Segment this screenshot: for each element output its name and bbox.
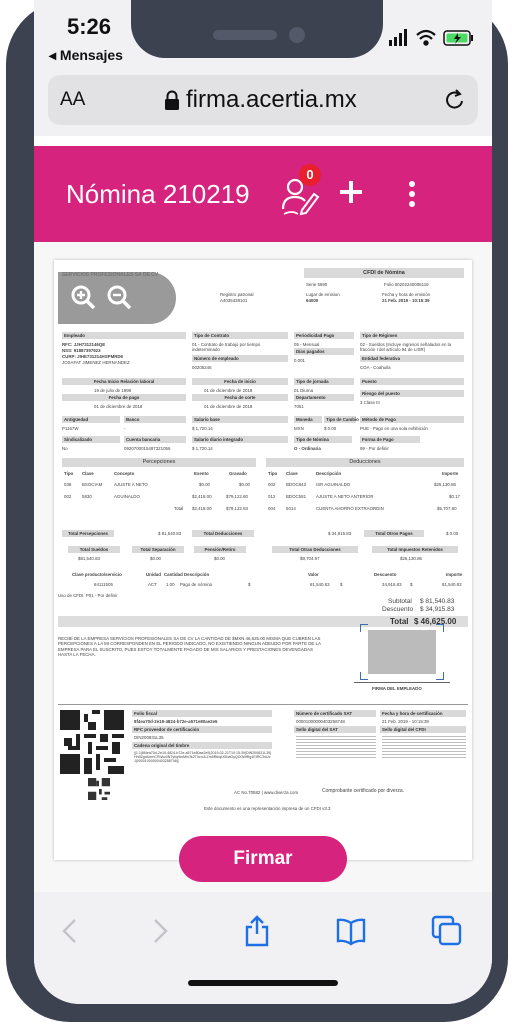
doc-pension: $0.00 (214, 556, 225, 561)
ded-cell: $25,130.86 (434, 482, 456, 487)
doc-descuento: $ 34,915.83 (420, 606, 455, 613)
doc-total-otras-ded-label: Total Otras Deducciones (272, 546, 358, 553)
doc-total-impuestos-label: Total Impuestos Retenidos (372, 546, 458, 553)
sign-button[interactable]: Firmar (179, 836, 347, 882)
perc-total-gravado: $79,122.83 (226, 506, 248, 511)
conc-cell: $ (248, 582, 251, 587)
conc-cell: Pago de nómina (180, 582, 212, 587)
doc-total-deducciones-label: Total Deducciones (192, 530, 254, 537)
ded-header: Tipo (268, 471, 278, 476)
doc-total-impuestos: $25,130.86 (400, 556, 422, 561)
browser-toolbar (34, 892, 492, 1004)
doc-representacion: Este documento es una representación impresa de un CFDI v3.3 (204, 806, 331, 811)
doc-fecha-cert: 21 Feb. 2019 - 10:15:39 (382, 719, 429, 724)
doc-fecha-emision-label: Fecha y hora de emisión (382, 292, 431, 297)
doc-departamento-label: Departamento (294, 394, 354, 401)
back-icon[interactable] (54, 914, 88, 948)
doc-cuenta: 0920700015497321056 (124, 446, 171, 451)
ded-cell: BDOC581 (286, 494, 307, 499)
app-bar (34, 146, 492, 242)
doc-salario-base: $ 1,720.14 (192, 426, 213, 431)
speaker-grille (213, 30, 277, 40)
forward-icon[interactable] (142, 914, 176, 948)
doc-total-separacion: $0.00 (150, 556, 161, 561)
doc-total-deducciones: $ 34,915.83 (328, 531, 352, 536)
doc-tipo-nomina: O - Ordinaria (294, 446, 321, 451)
perc-cell: $0.00 (199, 482, 210, 487)
doc-riesgo-label: Riesgo del puesto (360, 390, 464, 397)
ded-header: Descripción (316, 471, 342, 476)
perc-total-label: Total (174, 506, 184, 511)
doc-tipo-nomina-label: Tipo de Nómina (294, 436, 352, 443)
doc-total-sueldos: $81,540.83 (78, 556, 100, 561)
page-title: Nómina 210219 (66, 179, 250, 209)
doc-sindicalizado: No (62, 446, 68, 451)
doc-nombre: JOSAFAT JIMENEZ HERNANDEZ (62, 360, 130, 365)
doc-periodicidad: 05 - Mensual (294, 342, 320, 347)
bookmarks-icon[interactable] (334, 914, 368, 948)
doc-total-percepciones-label: Total Percepciones (62, 530, 114, 537)
doc-percepciones-title: Percepciones (62, 458, 256, 467)
perc-cell: 002 (64, 494, 72, 499)
doc-total-otros-pagos: $ 0.00 (446, 531, 459, 536)
conc-cell: 84111505 (94, 582, 113, 587)
doc-banco: - (124, 426, 126, 431)
doc-firma-label: FIRMA DEL EMPLEADO (372, 686, 422, 691)
perc-cell: $79,122.80 (226, 494, 248, 499)
doc-entidad-label: Entidad federativa (360, 355, 464, 362)
doc-cuenta-label: Cuenta bancaria (124, 436, 186, 443)
doc-entidad: COA - Coahuila (360, 365, 391, 370)
share-icon[interactable] (240, 914, 274, 948)
doc-subtotal-label: Subtotal (388, 598, 412, 605)
doc-puesto-label: Puesto (360, 378, 464, 385)
doc-tipo-contrato: 01 - Contrato de trabajo por tiempo indeterminado (192, 342, 261, 352)
doc-subtotal: $ 81,540.83 (420, 598, 455, 605)
doc-cfdi-title: CFDI de Nómina (304, 268, 464, 278)
doc-registro: A4035438101 (220, 298, 248, 303)
doc-sello-sat-label: Sello digital del SAT (294, 726, 376, 733)
doc-sello-cfdi-label: Sello digital del CFDI (380, 726, 466, 733)
ded-cell: 002 (268, 482, 276, 487)
perc-cell: 038 (64, 482, 72, 487)
wifi-icon (417, 31, 435, 45)
battery-icon (444, 31, 473, 45)
doc-recibi-text: RECIBÍ DE LA EMPRESA SERVICIOS PROFESIONALES SA DE CV LA CANTIDAD DE $MXN 46,625.00 MISMA QUE CUBREN LAS PERCEPCIONES A LA MI CORRESPONDEN EN EL PERIODO INDICADO, NO EXISTIENDO NINGUN ADEUDO POR PARTE DE LA EMPRESA PARA EL SUSCRITO, PUES ESTOY TOTALMENTE PAGADO DE MIS SALARIOS Y PRESTACIONES DEVENGADAS HASTA LA FECHA. (58, 636, 321, 658)
doc-fecha-corte-label: Fecha de corte (192, 394, 288, 401)
doc-jornada: 01 Diurna (294, 388, 314, 393)
doc-fecha-inicio-label: Fecha de inicio (192, 378, 288, 385)
doc-fecha-cert-label: Fecha y hora de certificación (380, 710, 466, 717)
doc-serie: Serie 5690 (306, 282, 328, 287)
ded-cell: AJUSTE A NETO ANTERIOR (316, 494, 374, 499)
home-indicator (188, 980, 338, 986)
doc-total-separacion-label: Total Separación (132, 546, 184, 553)
address-bar[interactable] (48, 75, 478, 125)
reload-icon[interactable] (442, 87, 468, 113)
conc-cell: 81,540.83 (310, 582, 330, 587)
doc-banco-label: Banco (124, 416, 186, 423)
doc-moneda-label: Moneda (294, 416, 322, 423)
conc-header: Descuento (374, 572, 397, 577)
conc-cell: ACT (148, 582, 157, 587)
doc-total: $ 46,625.00 (414, 617, 457, 626)
doc-folio-fiscal-label: Folio fiscal (132, 710, 272, 717)
doc-regimen: 02 - Sueldos (Incluye ingresos señalados en la fracción I del artículo 94 de LISR) (360, 342, 452, 352)
conc-header: Cantidad (164, 572, 183, 577)
doc-fecha-inicio-rel-label: Fecha Inicio Relación laboral (62, 378, 186, 385)
doc-antiguedad-label: Antigüedad (62, 416, 120, 423)
signature-box[interactable] (360, 624, 444, 680)
conc-header: Clave producto/servicio (72, 572, 122, 577)
doc-numero-empleado-label: Número de empleado (192, 355, 288, 362)
ded-cell: BDOC843 (286, 482, 307, 487)
ded-cell: $5,707.80 (437, 506, 457, 511)
doc-empleado-label: Empleado (62, 332, 186, 339)
doc-folio: Folio 00202240006119 (384, 282, 429, 287)
doc-tipo-cambio-label: Tipo de Cambio (326, 417, 359, 422)
ded-header: Clave (286, 471, 298, 476)
document-viewer[interactable] (34, 242, 492, 892)
perc-cell: 5830 (82, 494, 92, 499)
signal-icon (389, 29, 407, 46)
doc-pension-label: Pensión/Retiro (194, 546, 246, 553)
doc-total-percepciones: $ 81,540.83 (158, 531, 182, 536)
ded-cell: CUENTA AHORRO EXTRAORDIN (316, 506, 384, 511)
perc-header: Clave (82, 471, 94, 476)
doc-salario-diario-label: Salario diario integrado (192, 436, 288, 443)
perc-cell: BSOCIAM (82, 482, 103, 487)
conc-cell: $ (410, 582, 413, 587)
doc-total-otras-ded: $8,704.97 (300, 556, 320, 561)
doc-jornada-label: Tipo de jornada (294, 378, 354, 385)
perc-cell: $0.00 (239, 482, 250, 487)
doc-lugar: 64000 (306, 298, 319, 303)
doc-periodicidad-label: Periodicidad Pago (294, 332, 354, 339)
conc-header: Valor (308, 572, 319, 577)
doc-nss: NSS: 91887397923 (62, 348, 101, 353)
perc-header: Tipo (64, 471, 74, 476)
doc-fecha-inicio: 01 de diciembre de 2018 (204, 388, 253, 393)
doc-riesgo: 3 Clase III (360, 400, 380, 405)
zoom-in-icon[interactable] (70, 284, 96, 310)
zoom-controls (58, 272, 176, 324)
text-size-button[interactable]: AA (60, 89, 86, 110)
doc-salario-base-label: Salario base (192, 416, 288, 423)
doc-descuento-label: Descuento (382, 606, 414, 613)
status-icons (389, 28, 479, 48)
conc-header: Importe (446, 572, 463, 577)
doc-cadena: ||1.1|8f4ea70d-2e19-4824-b72e-a571e80ae2e5|2019-02-21T10:15:39|DIN200831L35|Hh5ZgdUemCRhAc0NTyhq9mMhOk2T0cnJLZm5RtkqUGbaOyQD0WfRg1EIRC3nUcJ|00001000000403258748|| (134, 751, 272, 764)
doc-fecha-inicio-rel: 19 de julio de 1999 (94, 388, 132, 393)
doc-fecha-pago-label: Fecha de pago (62, 394, 186, 401)
perc-header: Exento (194, 471, 209, 476)
perc-cell: $2,418.00 (192, 494, 212, 499)
perc-total-exento: $2,418.00 (192, 506, 212, 511)
doc-numero-empleado: 00205246 (192, 365, 212, 370)
qr-code-icon (60, 710, 124, 774)
zoom-out-icon[interactable] (106, 284, 132, 310)
doc-comprobante: Comprobante certificado por diverza. (322, 788, 404, 794)
doc-forma-pago: 99 - Por definir (360, 446, 389, 451)
front-camera (289, 27, 305, 43)
phone-screen (34, 0, 492, 1004)
doc-metodo-pago-label: Método de Pago (360, 416, 464, 423)
ded-cell: 012 (268, 494, 276, 499)
phone-notch (131, 0, 383, 58)
lock-icon (164, 90, 180, 110)
ded-cell: 5014 (286, 506, 296, 511)
doc-dias: 0.001 (294, 358, 305, 363)
doc-sindicalizado-label: Sindicalizado (62, 436, 120, 443)
doc-fecha-emision: 21 Feb. 2019 - 10:15:39 (382, 298, 430, 303)
url-host[interactable]: firma.acertia.mx (186, 86, 357, 113)
doc-footer-addr: AC No.70582 | www.diverza.com (234, 790, 299, 795)
status-time: 5:26 (67, 14, 112, 39)
conc-cell: 34,915.83 (382, 582, 402, 587)
conc-cell: 1.00 (166, 582, 175, 587)
perc-header: Gravado (229, 471, 247, 476)
ded-cell: ISR AGUINALDO (316, 482, 351, 487)
add-icon[interactable] (340, 180, 362, 204)
tabs-icon[interactable] (430, 914, 464, 948)
conc-header: Descripción (184, 572, 210, 577)
doc-forma-pago-label: Forma de Pago (360, 436, 420, 443)
doc-departamento: 7051 (294, 404, 304, 409)
perc-cell: AJUSTE A NETO (114, 482, 148, 487)
doc-moneda: MXN (294, 426, 304, 431)
doc-num-cert-label: Número de certificado SAT (294, 710, 376, 717)
doc-salario-diario: $ 1,720.14 (192, 446, 213, 451)
payroll-document (54, 260, 472, 860)
ded-cell: $0.17 (449, 494, 460, 499)
doc-regimen-label: Tipo de Régimen (360, 332, 464, 339)
doc-dias-label: Días pagados (294, 348, 354, 355)
doc-folio-fiscal: 8f4ea70d-2e19-4824-b72e-a571e80ae2e5 (134, 719, 218, 724)
doc-tipo-cambio: $ 0.00 (324, 426, 337, 431)
doc-total-sueldos-label: Total Sueldos (68, 546, 120, 553)
doc-uso-cfdi: Uso de CFDI: P01 - Por definir (58, 593, 118, 598)
doc-rfc: RFC: JJH7312146QE (62, 342, 106, 347)
doc-deducciones-title: Deducciones (266, 458, 464, 467)
doc-rfc-proveedor: DIN200831L35 (134, 735, 164, 740)
conc-cell: $ (340, 582, 343, 587)
doc-tipo-contrato-label: Tipo de Contrato (192, 332, 288, 339)
more-options-icon[interactable] (408, 180, 416, 208)
doc-total-otros-pagos-label: Total Otros Pagos (364, 530, 424, 537)
doc-sello-cfdi (382, 736, 466, 758)
conc-header: Unidad (146, 572, 161, 577)
browser-address-area (34, 66, 492, 136)
conc-cell: 81,540.83 (442, 582, 462, 587)
doc-sello-sat (296, 736, 376, 758)
back-to-messages-link[interactable]: ◂ Mensajes (49, 47, 123, 63)
ded-cell: 004 (268, 506, 276, 511)
doc-metodo-pago: PUE - Pago en una sola exhibición (360, 426, 428, 431)
pending-count-badge: 0 (299, 164, 321, 186)
doc-cadena-label: Cadena original del timbre (132, 742, 272, 749)
ded-header: Importe (442, 471, 459, 476)
doc-antiguedad: P1167W (62, 426, 79, 431)
doc-lugar-label: Lugar de emision (306, 292, 340, 297)
doc-fecha-corte: 01 de diciembre de 2018 (204, 404, 253, 409)
doc-curp: CURP: JIHE731214HSPMRD6 (62, 354, 124, 359)
perc-header: Concepto (114, 471, 135, 476)
doc-total-label: Total (390, 617, 409, 626)
perc-cell: AGUINALDO (114, 494, 140, 499)
doc-registro-label: Registro patronal (220, 292, 254, 297)
small-qr-icon (88, 778, 110, 800)
doc-rfc-proveedor-label: RFC proveedor de certificación (132, 726, 272, 733)
doc-fecha-pago: 01 de diciembre de 2018 (94, 404, 143, 409)
doc-num-cert: 00001000000403258748 (296, 719, 345, 724)
